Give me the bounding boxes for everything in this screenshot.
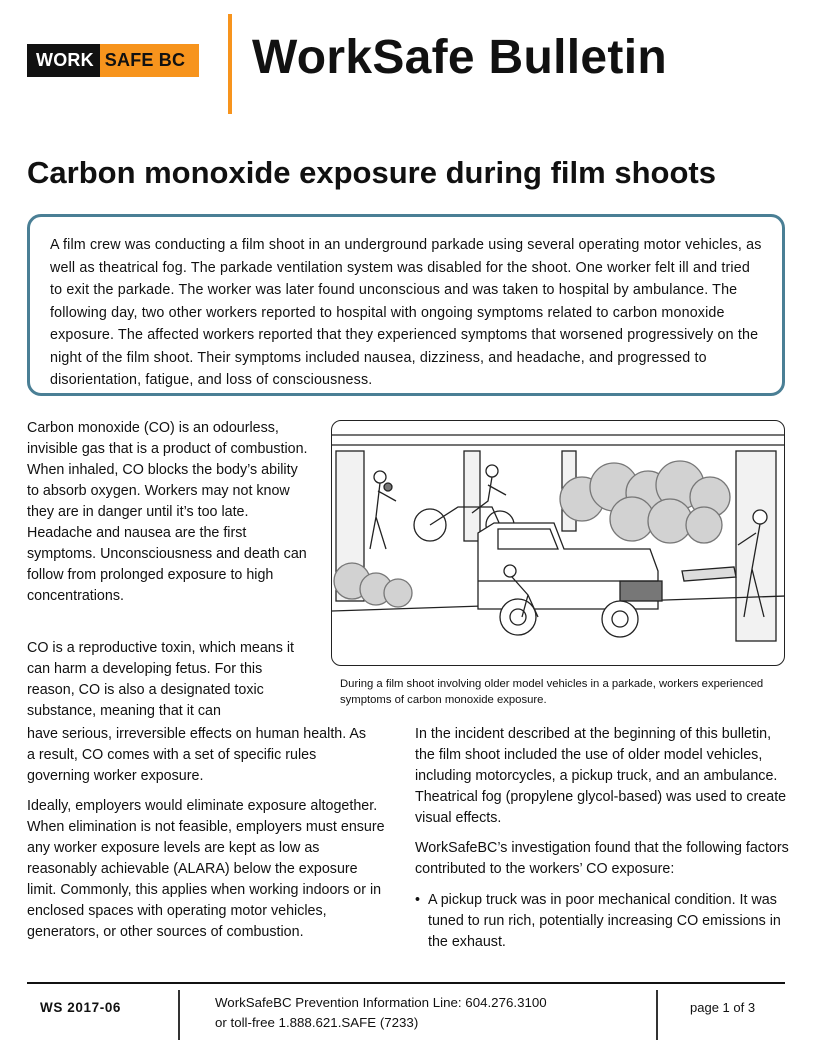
prevention-info-phone: WorkSafeBC Prevention Information Line: 604.276.3100 <box>215 995 547 1010</box>
incident-description-paragraph: In the incident described at the beginning of this bulletin, the film shoot included the use of older model vehicles, including motorcycles, a pickup truck, and an ambulance. Theatrical fog (propylene glycol-based) was used to create visual effects. <box>415 726 787 826</box>
co-intro-paragraph: Carbon monoxide (CO) is an odourless, invisible gas that is a product of combustion. When inhaled, CO blocks the body’s ability to absorb oxygen. Workers may not know they are in danger until it’s too late. Headache and nausea are the first symptoms. Unconsciousness and death can follow from prolonged exposure to high concentrations. <box>27 420 308 604</box>
footer-divider-right <box>656 990 658 1040</box>
prevention-info-line <box>215 993 547 1033</box>
investigation-findings-paragraph: WorkSafeBC’s investigation found that the following factors contributed to the workers’ CO exposure: <box>415 840 789 877</box>
finding-bullet-1-text: A pickup truck was in poor mechanical condition. It was tuned to run rich, potentially increasing CO emissions in the exhaust. <box>428 892 781 950</box>
alara-paragraph: Ideally, employers would eliminate exposure altogether. When elimination is not feasible, employers must ensure any worker exposure levels are kept as low as reasonably achievable (ALARA) below the exposure limit. Commonly, this applies when working indoors or in enclosed spaces with operating motor vehicles, generators, or other sources of combustion. <box>27 798 385 940</box>
worksafebc-logo <box>27 44 199 77</box>
reproductive-toxin-paragraph-bottom: have serious, irreversible effects on human health. As a result, CO comes with a set of specific rules governing worker exposure. <box>27 726 367 784</box>
bulletin-code: WS 2017-06 <box>40 1000 122 1015</box>
bulletin-title: WorkSafe Bulletin <box>252 31 667 84</box>
footer-divider-left <box>178 990 180 1040</box>
incident-summary-text: A film crew was conducting a film shoot in an underground parkade using several operating motor vehicles, as well as theatrical fog. The parkade ventilation system was disabled for the shoot. One worker felt ill and tried to exit the parkade. The worker was later found unconscious and was taken to hospital by ambulance. The following day, two other workers reported to hospital with ongoing symptoms related to carbon monoxide exposure. The affected workers reported that they experienced symptoms that worsened progressively on the night of the film shoot. Their symptoms included nausea, dizziness, and headache, and progressed to disorientation, fatigue, and loss of consciousness. <box>50 237 762 388</box>
bullet-marker: • <box>415 892 421 908</box>
reproductive-toxin-paragraph-top: CO is a reproductive toxin, which means it can harm a developing fetus. For this reason, CO is also a designated toxic substance, meaning that it can <box>27 640 294 719</box>
incident-summary-box <box>27 214 785 396</box>
header-divider <box>228 14 232 114</box>
page-number: page 1 of 3 <box>690 1000 756 1015</box>
film-shoot-illustration <box>331 420 785 666</box>
prevention-info-tollfree: or toll-free 1.888.621.SAFE (7233) <box>215 1015 419 1030</box>
illustration-graphic <box>332 421 785 666</box>
illustration-caption: During a film shoot involving older model vehicles in a parkade, workers experienced symptoms of carbon monoxide exposure. <box>340 678 764 706</box>
logo-work: WORK <box>27 44 100 77</box>
logo-safebc: SAFE BC <box>104 50 186 70</box>
footer-rule <box>27 982 785 984</box>
page-headline: Carbon monoxide exposure during film shoots <box>27 155 716 190</box>
